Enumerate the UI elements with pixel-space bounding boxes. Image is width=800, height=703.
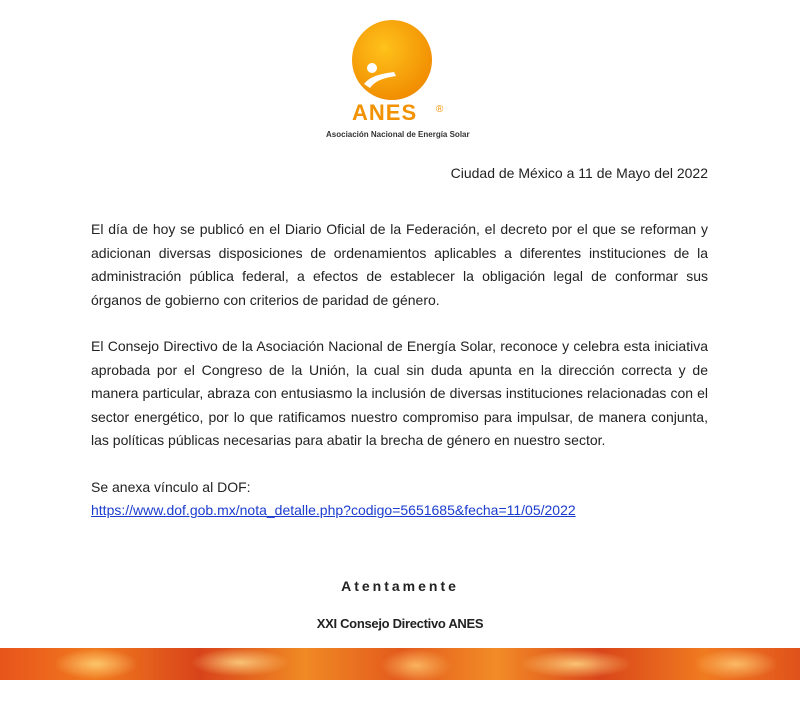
annex-block <box>91 476 708 523</box>
annex-label: Se anexa vínculo al DOF: <box>91 478 251 495</box>
dof-link[interactable]: https://www.dof.gob.mx/nota_detalle.php?codigo=5651685&fecha=11/05/2022 <box>91 502 576 518</box>
document-body <box>91 218 708 523</box>
document-date: Ciudad de México a 11 de Mayo del 2022 <box>450 165 708 181</box>
paragraph-1: El día de hoy se publicó en el Diario Oficial de la Federación, el decreto por el que se reforman y adicionan diversas disposiciones de ordenamientos aplicables a diferentes instituciones de la administración pública federal, a efectos de establecer la obligación legal de conformar sus órganos de gobierno con criterios de paridad de género. <box>91 221 708 308</box>
paragraph-2: El Consejo Directivo de la Asociación Nacional de Energía Solar, reconoce y celebra esta iniciativa aprobada por el Congreso de la Unión, la cual sin duda apunta en la dirección correcta y de manera particular, abraza con entusiasmo la inclusión de diversas instituciones relacionadas con el sector energético, por lo que ratificamos nuestro compromiso para impulsar, de manera conjunta, las políticas públicas necesarias para abatir la brecha de género en nuestro sector. <box>91 338 708 448</box>
decorative-banner <box>0 648 800 680</box>
closing-text: Atentamente <box>341 578 459 594</box>
logo-subtitle: Asociación Nacional de Energía Solar <box>326 130 470 139</box>
signature: XXI Consejo Directivo ANES <box>316 616 484 631</box>
registered-mark: ® <box>436 104 444 115</box>
sun-figure-icon <box>350 18 434 102</box>
anes-logo <box>326 18 486 143</box>
logo-wordmark: ANES <box>352 100 418 125</box>
